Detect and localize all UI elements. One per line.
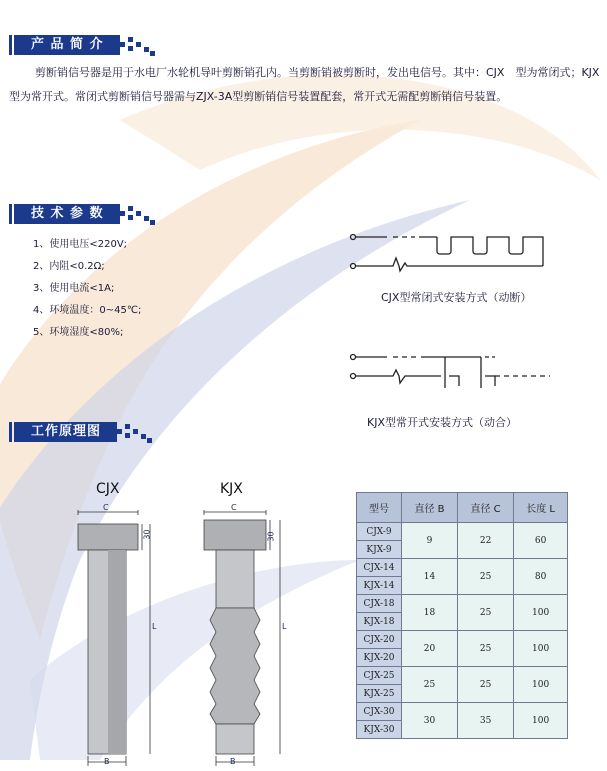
kjx-dim-30: 30 — [266, 531, 276, 542]
kjx-install-caption: KJX型常开式安装方式（动合） — [367, 416, 517, 429]
param-item: 4、环境温度：0~45℃; — [33, 305, 142, 316]
kjx-dim-c: C — [231, 503, 237, 512]
header-bars-decoration — [9, 422, 17, 442]
model-cell: KJX-30 — [357, 721, 402, 739]
header-bars-decoration — [9, 204, 17, 224]
section-header-params — [9, 203, 158, 225]
diameter-c-cell: 25 — [457, 667, 513, 703]
spec-table — [356, 492, 568, 739]
header-dots-decoration — [111, 421, 155, 443]
diameter-b-cell: 25 — [402, 667, 458, 703]
model-cell: CJX-25 — [357, 667, 402, 685]
cjx-dim-b: B — [104, 757, 110, 766]
section-title-params: 技 术 参 数 — [17, 204, 120, 224]
cjx-drawing-label: CJX — [96, 481, 120, 497]
header-diameter-b: 直径 B — [402, 493, 458, 523]
diameter-b-cell: 30 — [402, 703, 458, 739]
model-cell: KJX-25 — [357, 685, 402, 703]
length-l-cell: 60 — [514, 523, 568, 559]
section-title-intro: 产 品 简 介 — [17, 35, 120, 55]
diameter-c-cell: 25 — [457, 631, 513, 667]
table-header-row — [357, 493, 568, 523]
diameter-c-cell: 35 — [457, 703, 513, 739]
length-l-cell: 100 — [514, 703, 568, 739]
header-length-l: 长度 L — [514, 493, 568, 523]
params-list — [33, 234, 141, 344]
section-title-principle: 工作原理图 — [17, 422, 117, 442]
cjx-dim-c: C — [103, 503, 109, 512]
kjx-dim-l: L — [282, 622, 287, 631]
model-cell: KJX-20 — [357, 649, 402, 667]
table-row — [357, 667, 568, 685]
model-cell: CJX-14 — [357, 559, 402, 577]
length-l-cell: 80 — [514, 559, 568, 595]
kjx-drawing-label: KJX — [220, 481, 243, 497]
model-cell: KJX-18 — [357, 613, 402, 631]
header-diameter-c: 直径 C — [457, 493, 513, 523]
table-row — [357, 703, 568, 721]
header-bars-decoration — [9, 35, 17, 55]
cjx-wiring-diagram — [345, 226, 555, 276]
kjx-wiring-diagram — [345, 348, 555, 398]
cjx-dim-l: L — [152, 622, 157, 631]
param-item: 5、环境湿度<80%; — [33, 327, 124, 338]
model-cell: KJX-9 — [357, 541, 402, 559]
header-dots-decoration — [114, 34, 158, 56]
length-l-cell: 100 — [514, 631, 568, 667]
model-cell: CJX-18 — [357, 595, 402, 613]
param-item: 1、使用电压<220V; — [33, 239, 128, 250]
param-item: 2、内阻<0.2Ω; — [33, 261, 105, 272]
model-cell: CJX-20 — [357, 631, 402, 649]
cjx-pin-drawing — [70, 500, 160, 770]
kjx-dim-b: B — [230, 757, 236, 766]
table-row — [357, 559, 568, 577]
kjx-pin-drawing — [196, 500, 292, 770]
diameter-b-cell: 20 — [402, 631, 458, 667]
header-model: 型号 — [357, 493, 402, 523]
model-cell: CJX-30 — [357, 703, 402, 721]
table-row — [357, 595, 568, 613]
cjx-dim-30: 30 — [142, 529, 152, 540]
diameter-b-cell: 14 — [402, 559, 458, 595]
table-row — [357, 631, 568, 649]
diameter-b-cell: 18 — [402, 595, 458, 631]
diameter-b-cell: 9 — [402, 523, 458, 559]
intro-paragraph: 剪断销信号器是用于水电厂水轮机导叶剪断销孔内。当剪断销被剪断时，发出电信号。其中：CJX 型为常闭式；KJX型为常开式。常闭式剪断销信号器需与ZJX-3A型剪断销信号装置配套，常开式无需配剪断销信号装置。 — [9, 66, 600, 103]
table-row — [357, 523, 568, 541]
diameter-c-cell: 25 — [457, 595, 513, 631]
diameter-c-cell: 25 — [457, 559, 513, 595]
length-l-cell: 100 — [514, 595, 568, 631]
section-header-principle — [9, 421, 155, 443]
section-header-intro — [9, 34, 158, 56]
diameter-c-cell: 22 — [457, 523, 513, 559]
param-item: 3、使用电流<1A; — [33, 283, 115, 294]
cjx-install-caption: CJX型常闭式安装方式（动断） — [381, 291, 532, 304]
length-l-cell: 100 — [514, 667, 568, 703]
header-dots-decoration — [114, 203, 158, 225]
model-cell: KJX-14 — [357, 577, 402, 595]
model-cell: CJX-9 — [357, 523, 402, 541]
